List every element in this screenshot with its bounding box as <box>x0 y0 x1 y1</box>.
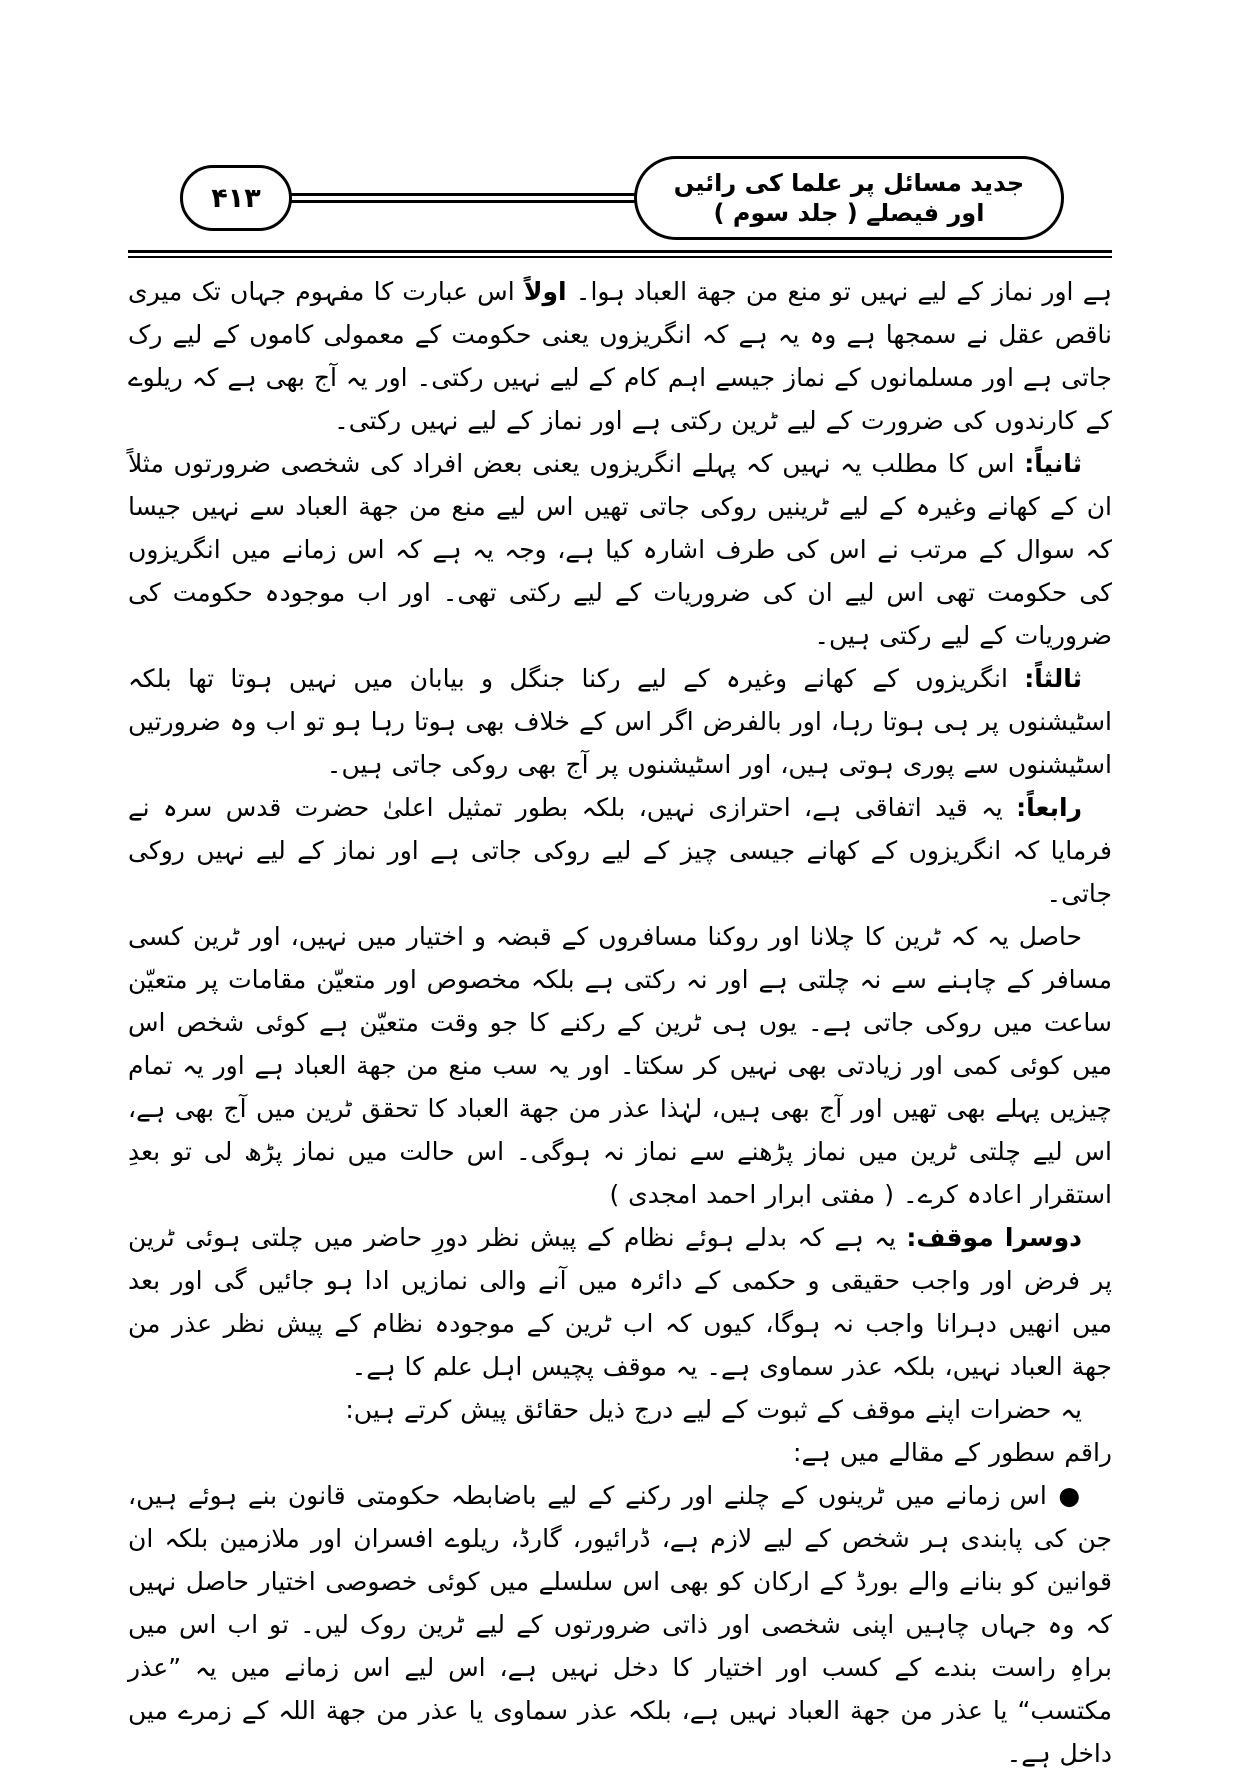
paragraph-lead: رابعاً: <box>1016 793 1082 822</box>
paragraph-text: اس عبارت کا مفہوم جہاں تک میری ناقص عقل نے سمجھا ہے وہ یہ ہے کہ انگریزوں یعنی حکومت کے معمولی کاموں کے لیے رک جاتی ہے اور مسلمانوں کے نماز جیسے اہم کام کے لیے نہیں رکتی۔ اور یہ آج بھی ہے کہ ریلوے کے کارندوں کی ضرورت کے لیے ٹرین رکتی ہے اور نماز کے لیے نہیں رکتی۔ <box>128 277 1112 435</box>
paragraph-text: ہے اور نماز کے لیے نہیں تو منع من جهة العباد ہوا۔ <box>566 277 1112 306</box>
paragraph-text: حاصل یہ کہ ٹرین کا چلانا اور روکنا مسافروں کے قبضہ و اختیار میں نہیں، اور ٹرین کسی مسافر کے چاہنے سے نہ چلتی ہے اور نہ رکتی ہے بلکہ مخصوص اور متعیّن مقامات پر متعیّن ساعت میں روکی جاتی ہے۔ یوں ہی ٹرین کے رکنے کا جو وقت متعیّن ہے کوئی شخص اس میں کوئی کمی اور زیادتی بھی نہیں کر سکتا۔ اور یہ سب منع من جهة العباد ہے اور یہ تمام چیزیں پہلے بھی تھیں اور آج بھی ہیں، لہٰذا عذر من جهة العباد کا تحقق ٹرین میں آج بھی ہے، اس لیے چلتی ٹرین میں نماز پڑھنے سے نماز نہ ہوگی۔ اس حالت میں نماز پڑھ لی تو بعدِ استقرار اعادہ کرے۔ ( مفتی ابرار احمد امجدی ) <box>128 922 1112 1209</box>
paragraph-rabian <box>128 786 1112 915</box>
paragraph-lead: ● <box>1046 1481 1082 1510</box>
paragraph-text: یہ حضرات اپنے موقف کے ثبوت کے لیے درج ذیل حقائق پیش کرتے ہیں: <box>345 1395 1082 1424</box>
paragraph-text: یہ ہے کہ بدلے ہوئے نظام کے پیش نظر دورِ حاضر میں چلتی ہوئی ٹرین پر فرض اور واجب حقیقی و حکمی کے دائرہ میں آنے والی نمازیں ادا ہو جائیں گی اور بعد میں انھیں دہرانا واجب نہ ہوگا، کیوں کہ اب ٹرین کے موجودہ نظام کے پیش نظر عذر من جهة العباد نہیں، بلکہ عذر سماوی ہے۔ یہ موقف پچیس اہل علم کا ہے۔ <box>128 1223 1112 1381</box>
paragraph-salisan <box>128 657 1112 786</box>
page-number: ۴۱۳ <box>211 182 261 214</box>
book-title: جدید مسائل پر علما کی رائیں اور فیصلے ( جلد سوم ) <box>673 169 1025 227</box>
page-number-badge <box>180 165 292 231</box>
paragraph-text: اس زمانے میں ٹرینوں کے چلنے اور رکنے کے لیے باضابطہ حکومتی قانون بنے ہوئے ہیں، جن کی پابندی ہر شخص کے لیے لازم ہے، ڈرائیور، گارڈ، ریلوے افسران اور ملازمین بلکہ ان قوانین کو بنانے والے بورڈ کے ارکان کو بھی اس سلسلے میں کوئی خصوصی اختیار حاصل نہیں کہ وہ جہاں چاہیں اپنی شخصی اور ذاتی ضرورتوں کے لیے ٹرین روک لیں۔ تو اب اس میں براہِ راست بندے کے کسب اور اختیار کا دخل نہیں ہے، اس لیے اس زمانے میں یہ ”عذر مکتسب“ یا عذر من جهة العباد نہیں ہے، بلکہ عذر سماوی یا عذر من جهة اللہ کے زمرے میں داخل ہے۔ <box>128 1481 1112 1768</box>
paragraph-saniyan <box>128 442 1112 657</box>
paragraph-dusra-mauqif <box>128 1216 1112 1388</box>
book-title-badge <box>634 156 1064 240</box>
page-body <box>128 270 1112 1775</box>
paragraph-text: انگریزوں کے کھانے وغیرہ کے لیے رکنا جنگل و بیابان میں نہیں ہوتا تھا بلکہ اسٹیشنوں پر ہی ہوتا رہا، اور بالفرض اگر اس کے خلاف بھی ہوتا رہا ہو تو اب وہ ضرورتیں اسٹیشنوں سے پوری ہوتی ہیں، اور اسٹیشنوں پر آج بھی روکی جاتی ہیں۔ <box>128 664 1112 779</box>
paragraph-subut-intro <box>128 1388 1112 1431</box>
paragraph-lead: دوسرا موقف: <box>906 1223 1083 1252</box>
paragraph-lead: ثانیاً: <box>1024 449 1082 478</box>
page-header <box>180 150 1064 246</box>
paragraph-bullet-quote <box>128 1474 1112 1775</box>
paragraph-text: اس کا مطلب یہ نہیں کہ پہلے انگریزوں یعنی بعض افراد کی شخصی ضرورتوں مثلاً ان کے کھانے وغیرہ کے لیے ٹرینیں روکی جاتی تھیں اس لیے منع من جهة العباد سے نہیں جیسا کہ سوال کے مرتب نے اس کی طرف اشارہ کیا ہے، وجہ یہ ہے کہ اس زمانے میں انگریزوں کی حکومت تھی اس لیے ان کی ضروریات کے لیے رکتی تھی۔ اور اب موجودہ حکومت کی ضروریات کے لیے رکتی ہیں۔ <box>128 449 1112 650</box>
paragraph-lead: ثالثاً: <box>1024 664 1082 693</box>
paragraph-text: یہ قید اتفاقی ہے، احترازی نہیں، بلکہ بطور تمثیل اعلیٰ حضرت قدس سرہ نے فرمایا کہ انگریزوں کے کھانے جیسی چیز کے لیے روکی جاتی ہے اور نماز کے لیے نہیں روکی جاتی۔ <box>128 793 1112 908</box>
header-double-rule <box>288 193 638 203</box>
paragraph-raqim-intro <box>128 1431 1112 1474</box>
paragraph-awwalan <box>128 270 1112 442</box>
paragraph-lead: اولاً <box>523 277 567 306</box>
paragraph-text: راقم سطور کے مقالے میں ہے: <box>793 1438 1112 1467</box>
paragraph-hasil <box>128 915 1112 1216</box>
header-divider-rule <box>128 250 1112 258</box>
